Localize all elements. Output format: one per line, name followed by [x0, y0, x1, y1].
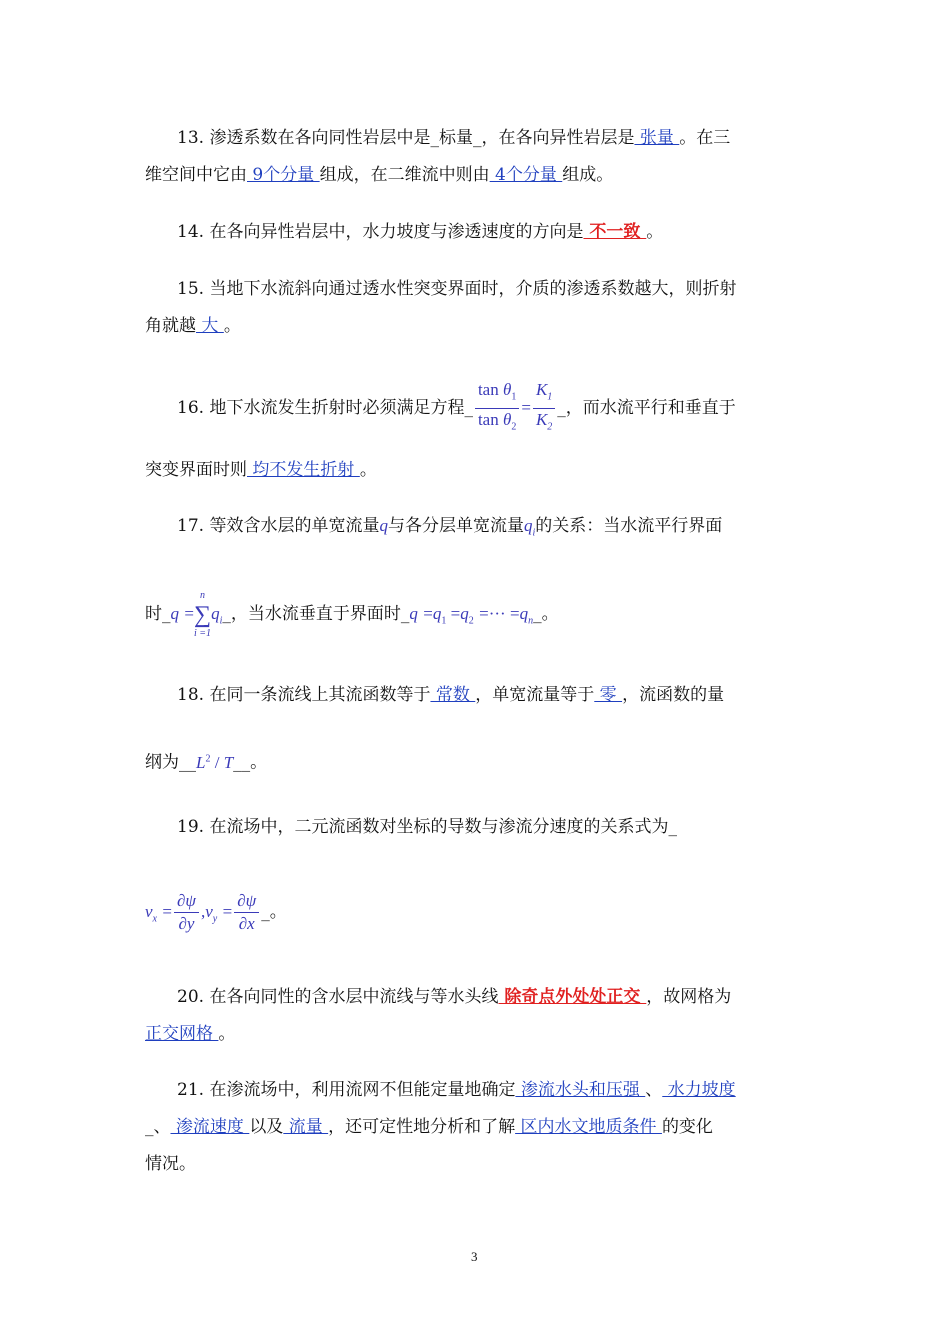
- q16-line2: [145, 458, 377, 482]
- q13-text: 组成，在二维流中则由: [319, 165, 490, 185]
- q13-answer-9-components: 9个分量: [247, 165, 320, 185]
- q18-formula-dimension: $L^2$ / T: [196, 752, 234, 772]
- q13-answer-4-components: 4个分量: [489, 165, 563, 185]
- q19-line2: [145, 882, 287, 949]
- q13-line2: [145, 163, 613, 187]
- q17-text: 的关系：当水流平行界面: [535, 516, 723, 536]
- q20-answer-orthogonal: 除奇点外处处正交: [498, 987, 647, 1007]
- q20-answer-grid: 正交网格: [145, 1024, 219, 1044]
- q21-answer-hydrogeology: 区内水文地质条件: [515, 1117, 662, 1137]
- q17-line1: 17. 等效含水层的单宽流量q与各分层单宽流量$q_i$的关系：当水流平行界面: [177, 516, 723, 539]
- q21-line1: [177, 1078, 736, 1102]
- q21-answer-velocity: 渗流速度: [170, 1117, 250, 1137]
- q14-answer: 不一致: [583, 222, 647, 242]
- q15-line1: [177, 277, 736, 301]
- q16-formula-k-ratio: $\frac{K_1}{K_2}$: [533, 379, 555, 439]
- q13-answer-tensor: 张量: [634, 128, 680, 148]
- q18-line2: [145, 747, 267, 775]
- q16-text: 16. 地下水流发生折射时必须满足方程_: [177, 398, 473, 418]
- q21-line2: [145, 1115, 713, 1139]
- q21-answer-gradient: 水力坡度: [662, 1080, 736, 1100]
- q15-text: 15. 当地下水流斜向通过透水性突变界面时，介质的渗透系数越大，则折射: [177, 279, 737, 299]
- q13-text: 13. 渗透系数在各向同性岩层中是_标量_，在各向异性岩层是: [177, 128, 635, 148]
- q21-text: 的变化: [661, 1117, 713, 1137]
- q21-answer-discharge: 流量: [283, 1117, 329, 1137]
- q20-line1: [177, 985, 731, 1009]
- q18-line1: [177, 683, 724, 707]
- page-number: 3: [471, 1249, 478, 1264]
- q16-formula-equals: =: [521, 398, 531, 417]
- q20-text: 20. 在各向同性的含水层中流线与等水头线: [177, 987, 499, 1007]
- q20-text: ，故网格为: [646, 987, 732, 1007]
- q16-answer: 均不发生折射: [247, 460, 360, 480]
- q15-answer: 大: [196, 316, 224, 336]
- q19-text: _。: [261, 902, 287, 922]
- q18-answer-zero: 零: [594, 685, 623, 705]
- q16-formula-tan-ratio: $\frac{\tan \theta_1}{\tan \theta_2}$: [475, 379, 519, 439]
- q21-text: ，还可定性地分析和了解: [328, 1117, 516, 1137]
- q21-text: _、: [145, 1117, 171, 1137]
- q19-text: 19. 在流场中，二元流函数对坐标的导数与渗流分速度的关系式为_: [177, 817, 677, 837]
- q15-text: 角就越: [145, 316, 196, 336]
- q16-text: 。: [359, 460, 377, 480]
- q14-text: 14. 在各向异性岩层中，水力坡度与渗透速度的方向是: [177, 222, 584, 242]
- q17-text: _。: [533, 604, 559, 624]
- q21-text: 、: [645, 1080, 663, 1100]
- q14-line: [177, 220, 663, 244]
- q19-line1: [177, 815, 677, 839]
- q18-text: ，流函数的量: [622, 685, 725, 705]
- q16-text: _，而水流平行和垂直于: [557, 398, 736, 418]
- q18-text: __。: [233, 752, 268, 773]
- q18-text: 18. 在同一条流线上其流函数等于: [177, 685, 431, 705]
- q21-text: 21. 在渗流场中，利用流网不但能定量地确定: [177, 1080, 516, 1100]
- q15-text: 。: [223, 316, 241, 336]
- q16-text: 突变界面时则: [145, 460, 247, 480]
- q13-text: 。在三: [679, 128, 731, 148]
- q14-text: 。: [646, 222, 664, 242]
- q13-line1: [177, 126, 730, 150]
- q20-text: 。: [218, 1024, 236, 1044]
- q17-text: 17. 等效含水层的单宽流量: [177, 516, 380, 536]
- q17-symbol-qi: q: [523, 516, 533, 535]
- q17-line2: 时_q = n ∑ i =1 $q_i\_$，当水流垂直于界面时_q $=q_1 =q_2$ =··· $=q_n\_$。: [145, 589, 559, 639]
- q17-symbol-q: q: [379, 516, 388, 535]
- q18-answer-constant: 常数: [430, 685, 476, 705]
- q17-text: _，当水流垂直于界面时_: [222, 604, 410, 624]
- q13-text: 维空间中它由: [145, 165, 247, 185]
- q18-text: ，单宽流量等于: [475, 685, 595, 705]
- q17-text: 与各分层单宽流量: [387, 516, 524, 536]
- q17-formula-chain: $q =q_1 =q_2$ =··· $=q_n$: [409, 604, 534, 627]
- q13-text: 组成。: [562, 165, 614, 185]
- q20-line2: [145, 1022, 235, 1046]
- q17-text: 时_: [145, 604, 171, 624]
- q21-line3: [145, 1152, 196, 1176]
- q21-text: 情况。: [145, 1154, 196, 1174]
- q17-formula-q: q: [170, 604, 179, 623]
- q15-line2: [145, 314, 241, 338]
- q19-formula: $v_x$ = $\frac{\partial\psi}{\partial y}$ $,v_y$ = $\frac{\partial\psi}{\partial x}$: [145, 902, 261, 922]
- q17-formula-sum: n ∑ i =1: [194, 589, 212, 639]
- q21-answer-head-pressure: 渗流水头和压强: [515, 1080, 646, 1100]
- q21-text: 以及: [249, 1117, 284, 1137]
- q16-line1: [177, 376, 736, 440]
- q18-text: 纲为__: [145, 752, 196, 773]
